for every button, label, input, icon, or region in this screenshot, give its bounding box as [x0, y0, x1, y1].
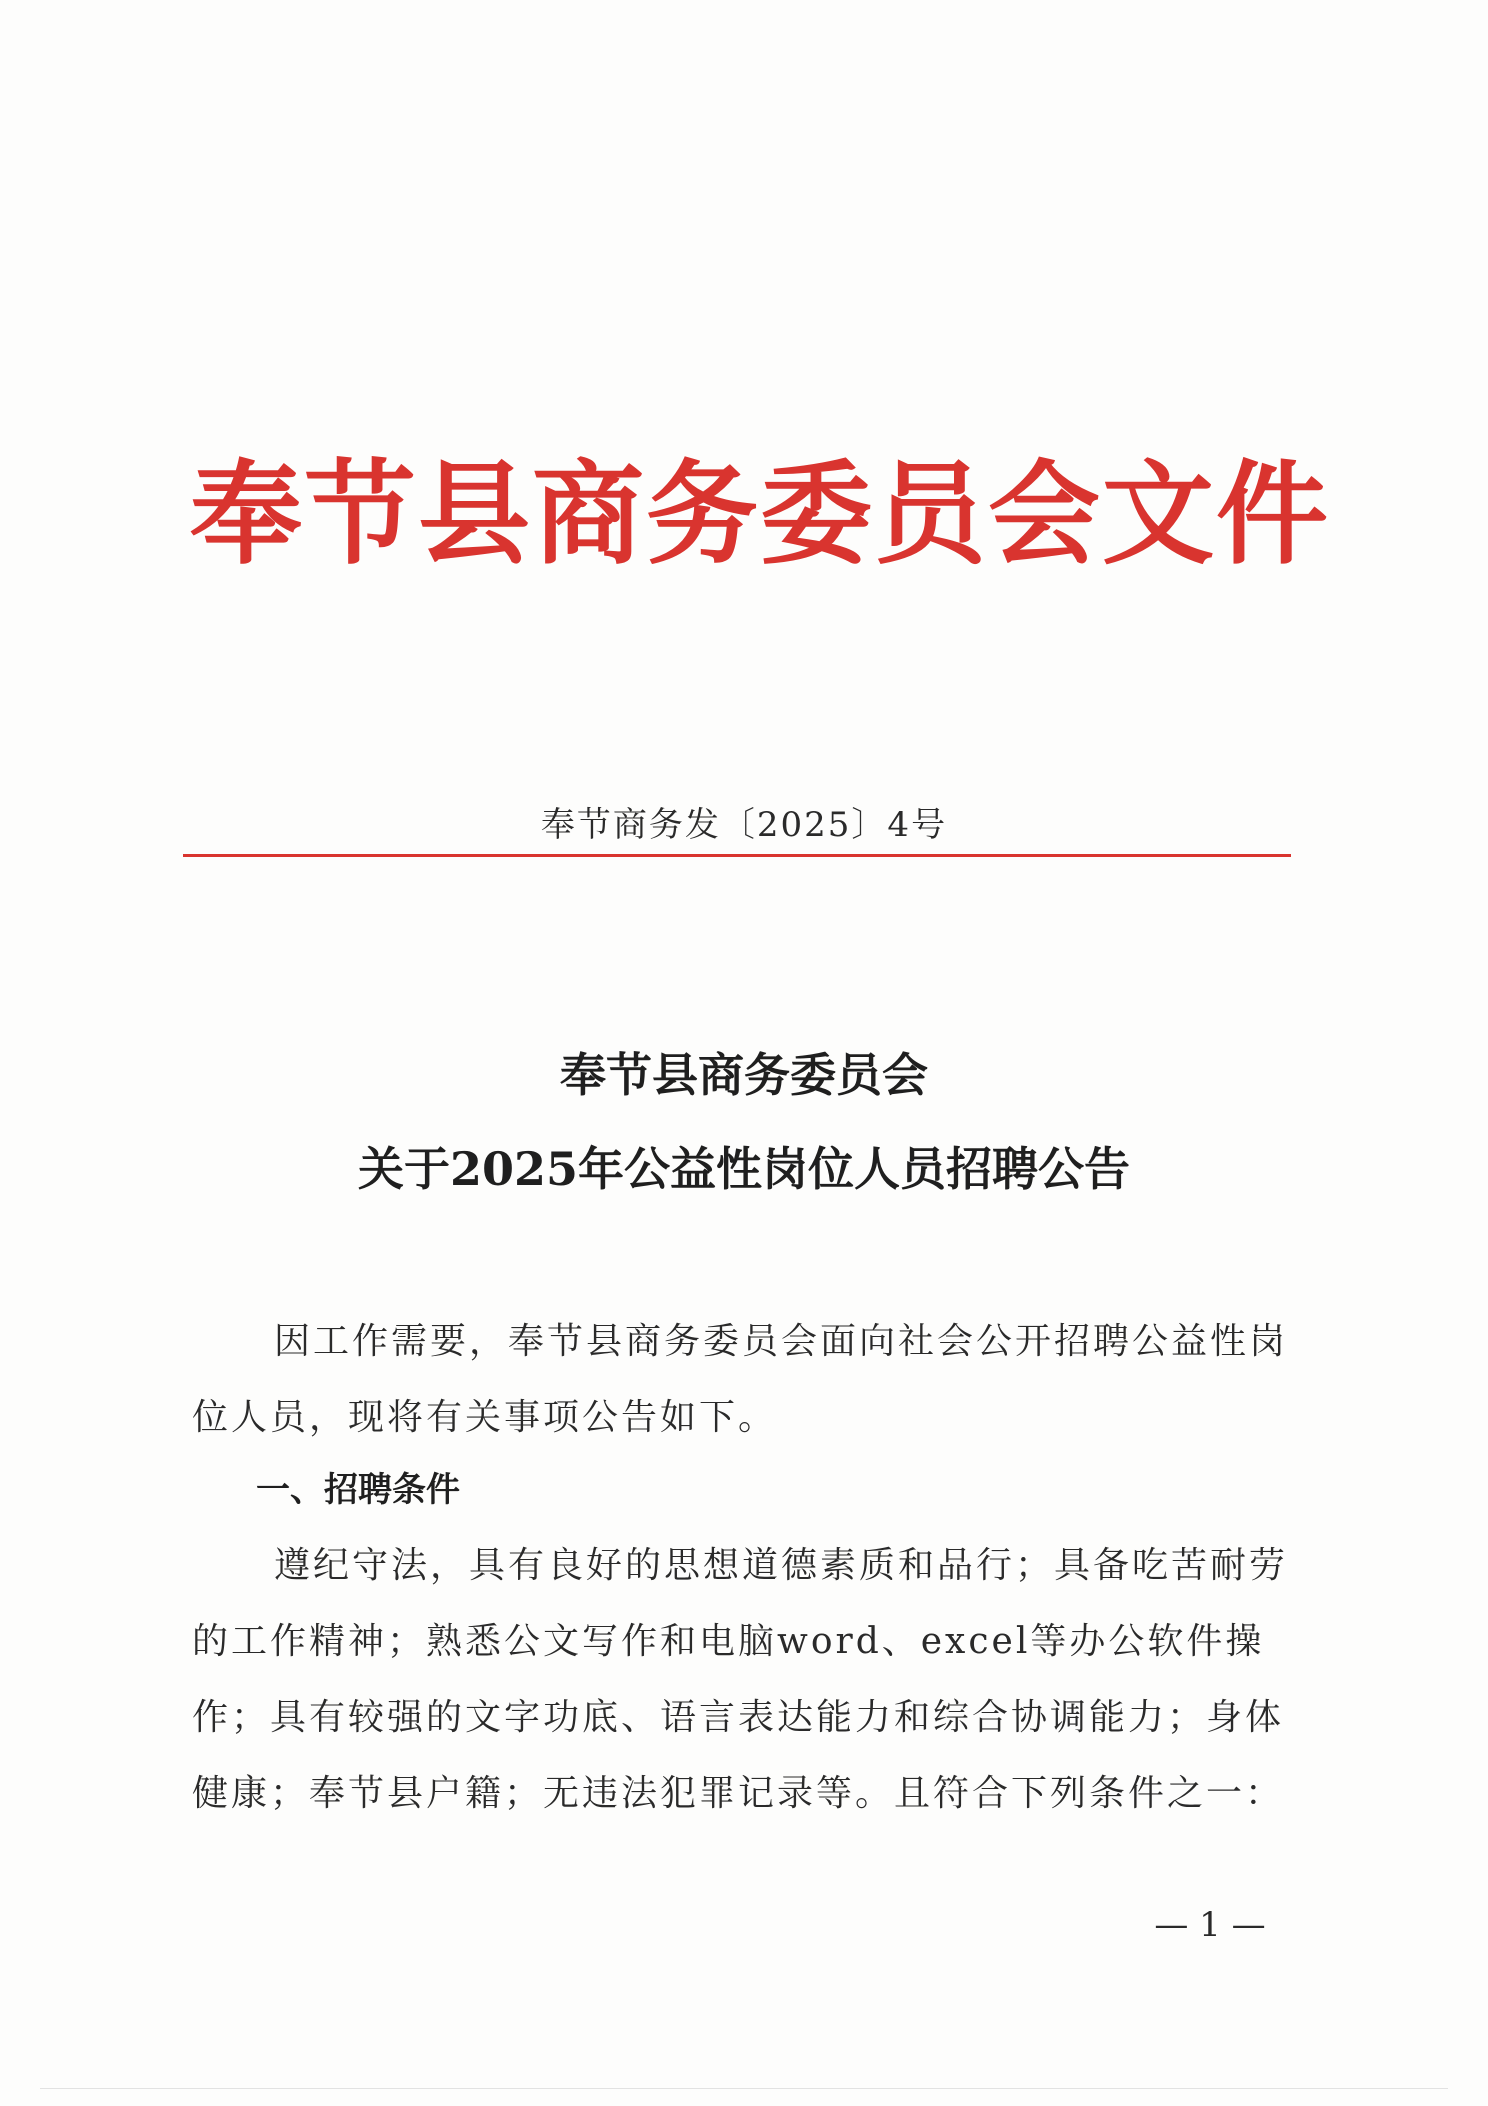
document-title-line-1: 奉节县商务委员会 [560, 1048, 928, 1102]
scan-edge-line [40, 2088, 1448, 2089]
section-heading-recruitment-conditions: 一、招聘条件 [256, 1470, 460, 1510]
conditions-paragraph [192, 1528, 1296, 1832]
document-title-line-2: 关于2025年公益性岗位人员招聘公告 [357, 1142, 1131, 1196]
intro-text: 因工作需要，奉节县商务委员会面向社会公开招聘公益性岗位人员，现将有关事项公告如下。 [192, 1321, 1289, 1438]
conditions-text: 遵纪守法，具有良好的思想道德素质和品行；具备吃苦耐劳的工作精神；熟悉公文写作和电脑word、excel等办公软件操作；具有较强的文字功底、语言表达能力和综合协调能力；身体健康；奉节县户籍；无违法犯罪记录等。且符合下列条件之一： [192, 1545, 1289, 1814]
page-number: — 1 — [1154, 1905, 1266, 1945]
intro-paragraph [192, 1304, 1296, 1456]
issuer-header: 奉节县商务委员会文件 [190, 449, 1330, 580]
document-number: 奉节商务发〔2025〕4号 [540, 805, 948, 845]
red-divider-line [183, 854, 1291, 857]
